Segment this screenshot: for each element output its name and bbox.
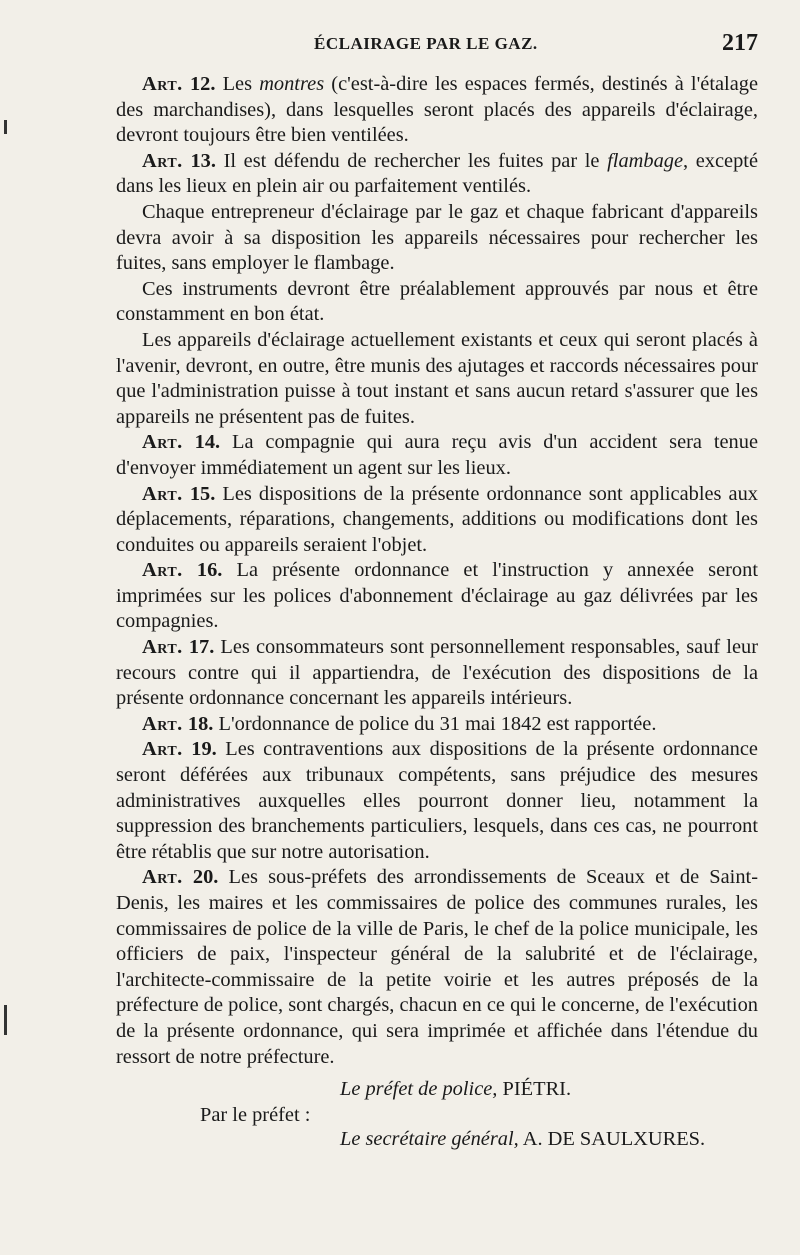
article-label: Art. xyxy=(142,431,183,454)
article-emphasis: montres xyxy=(259,73,325,95)
article-text: La présente ordonnance et l'instruction y annexée seront imprimées sur les polices d'abonnement d'éclairage au gaz délivrées par les compagnies. xyxy=(116,559,758,633)
prefet-name: PIÉTRI. xyxy=(502,1078,572,1101)
article-text: , excepté dans les lieux en plein air ou parfaitement ventilés. xyxy=(116,149,759,198)
article-text: L'ordonnance de police du 31 mai 1842 est rapportée. xyxy=(213,712,657,735)
article-label: Art. xyxy=(142,482,183,505)
article-12 xyxy=(116,72,758,149)
article-number: 16. xyxy=(196,559,223,582)
secretaire-title: Le secrétaire général, xyxy=(340,1128,519,1151)
article-16 xyxy=(116,558,758,635)
article-14 xyxy=(116,430,758,481)
paragraph: Les appareils d'éclairage actuellement existants et ceux qui seront placés à l'avenir, devront, en outre, être munis des ajutages et raccords nécessaires pour que l'administration puisse à tout instant et sans aucun retard s'assurer que les appareils ne présentent pas de fuites. xyxy=(116,328,758,428)
article-number: 18. xyxy=(187,712,214,735)
prefet-title: Le préfet de police, xyxy=(340,1078,498,1101)
article-number: 12. xyxy=(189,73,216,95)
article-label: Art. xyxy=(142,149,183,172)
article-label: Art. xyxy=(142,738,183,761)
signature-block xyxy=(116,1078,758,1168)
paragraph: Ces instruments devront être préalablement approuvés par nous et être constamment en bon état. xyxy=(116,277,758,326)
article-18 xyxy=(116,712,758,738)
article-label: Art. xyxy=(142,712,183,735)
article-number: 13. xyxy=(190,149,216,172)
article-19 xyxy=(116,737,758,865)
article-13 xyxy=(116,149,758,200)
article-text: Les contraventions aux dispositions de la présente ordonnance seront déférées aux tribunaux compétents, sans préjudice des mesures administratives auxquelles elles pourront donner lieu, notamment la suppression des branchements particuliers, lesquels, dans ces cas, ne pourront être rétablis que sur notre autorisation. xyxy=(116,738,758,863)
article-text: Les xyxy=(215,73,260,95)
binding-mark xyxy=(4,120,7,134)
secretaire-signature xyxy=(340,1128,705,1151)
article-text: Il est défendu de rechercher les fuites par le xyxy=(215,149,608,172)
article-label: Art. xyxy=(142,866,183,889)
par-le-prefet: Par le préfet : xyxy=(200,1104,311,1127)
body-text xyxy=(116,72,758,1070)
article-15 xyxy=(116,482,758,559)
paragraph: Chaque entrepreneur d'éclairage par le gaz et chaque fabricant d'appareils devra avoir à sa disposition les appareils nécessaires pour rechercher les fuites, sans employer le flambage. xyxy=(116,200,758,275)
article-number: 17. xyxy=(188,636,215,659)
prefet-signature xyxy=(340,1078,571,1101)
running-head xyxy=(116,30,758,66)
binding-mark xyxy=(4,1005,7,1035)
running-title: ÉCLAIRAGE PAR LE GAZ. xyxy=(314,34,538,53)
article-label: Art. xyxy=(142,73,183,95)
article-number: 19. xyxy=(191,738,217,761)
article-17 xyxy=(116,635,758,712)
article-text: La compagnie qui aura reçu avis d'un accident sera tenue d'envoyer immédiatement un agent sur les lieux. xyxy=(116,431,758,479)
article-20 xyxy=(116,865,758,1070)
article-text: Les sous-préfets des arrondissements de Sceaux et de Saint-Denis, les maires et les commissaires de police des communes rurales, les commissaires de police de la ville de Paris, le chef de la police municipale, les officiers de paix, l'inspecteur général de la salubrité et de l'éclairage, l'architecte-commissaire de la petite voirie et les autres préposés de la préfecture de police, sont chargés, chacun en ce qui le concerne, de l'exécution de la présente ordonnance, qui sera imprimée et affichée dans l'étendue du ressort de notre préfecture. xyxy=(116,866,758,1068)
article-emphasis: flambage xyxy=(607,149,684,172)
article-text: Les consommateurs sont personnellement responsables, sauf leur recours contre qui il appartiendra, de l'exécution des dispositions de la présente ordonnance concernant les appareils intérieurs. xyxy=(116,636,758,710)
article-text: (c'est-à-dire les espaces fermés, destinés à l'étalage des marchandises), dans lesquelles seront placés des appareils d'éclairage, devront toujours être bien ventilées. xyxy=(116,73,758,147)
article-label: Art. xyxy=(142,559,183,582)
secretaire-name: A. DE SAULXURES. xyxy=(522,1128,706,1151)
article-number: 20. xyxy=(192,866,219,889)
article-number: 15. xyxy=(189,482,216,505)
article-label: Art. xyxy=(142,636,183,659)
page-number: 217 xyxy=(722,30,758,56)
article-text: Les dispositions de la présente ordonnance sont applicables aux déplacements, réparations, changements, additions ou modifications dont les conduites ou appareils seraient l'objet. xyxy=(116,482,758,556)
article-number: 14. xyxy=(194,431,221,454)
